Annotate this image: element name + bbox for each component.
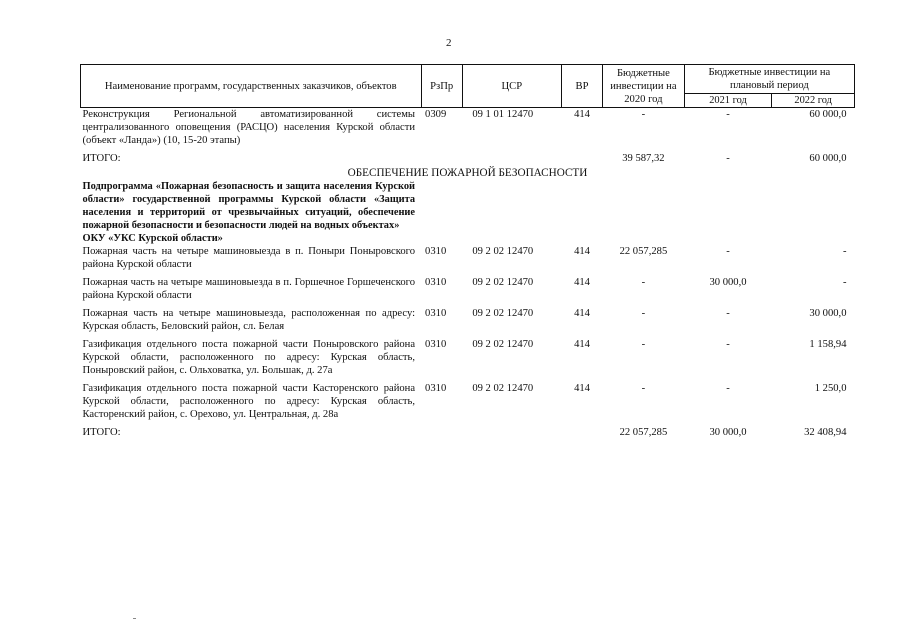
header-2022: 2022 год [772,94,855,108]
row-2022: - [842,246,847,257]
header-name: Наименование программ, государственных заказчиков, объектов [81,65,422,108]
header-2021: 2021 год [684,94,772,108]
row-vr: 414 [574,308,590,319]
budget-investment-table [80,64,855,439]
total-label: ИТОГО: [82,427,121,438]
row-2021: 30 000,0 [709,277,747,288]
row-rzpr: 0310 [425,308,447,319]
customer-row [81,232,855,245]
total-2022: 60 000,0 [809,153,847,164]
row-name: Реконструкция Региональной автоматизированной системы централизованного оповещения (РАСЦО) населения Курской области (объект «Ланда») (10, 15-20 этапы) [82,109,416,146]
row-2021: - [726,109,730,120]
row-2020: - [641,308,646,319]
row-2022: 60 000,0 [809,109,847,120]
row-2021: - [726,339,730,350]
row-name: Газификация отдельного поста пожарной части Поныровского района Курской области, расположенного по адресу: Курская область, Поныровский район, с. Ольховатка, ул. Большак, д. 27а [82,339,416,376]
row-name: Пожарная часть на четыре машиновыезда, расположенная по адресу: Курская область, Беловский район, сл. Белая [82,308,416,332]
table-row [81,338,855,382]
total-2020: 22 057,285 [619,427,668,438]
table-row [81,307,855,338]
subprogram-row [81,180,855,232]
row-csr: 09 2 02 12470 [472,339,534,350]
header-rzpr: РзПр [421,65,462,108]
total-row [81,152,855,165]
total-2021: - [726,153,730,164]
row-csr: 09 2 02 12470 [472,246,534,257]
total-label: ИТОГО: [82,153,121,164]
row-vr: 414 [574,246,590,257]
row-vr: 414 [574,383,590,394]
row-rzpr: 0309 [425,109,447,120]
total-2021: 30 000,0 [709,427,747,438]
row-csr: 09 2 02 12470 [472,308,534,319]
row-name: Пожарная часть на четыре машиновыезда в п. Горшечное Горшеченского района Курской области [82,277,416,301]
row-2020: 22 057,285 [619,246,668,257]
table-row [81,382,855,426]
customer-name: ОКУ «УКС Курской области» [82,233,223,244]
table-row [81,245,855,276]
table-header [81,65,855,108]
table-row [81,276,855,307]
row-vr: 414 [574,109,590,120]
row-2020: - [641,109,646,120]
row-rzpr: 0310 [425,383,447,394]
row-csr: 09 2 02 12470 [472,277,534,288]
row-rzpr: 0310 [425,277,447,288]
row-csr: 09 1 01 12470 [472,109,534,120]
row-2021: - [726,246,730,257]
total-2022: 32 408,94 [804,427,847,438]
header-budget-plan: Бюджетные инвестиции на плановый период [684,65,854,94]
row-name: Пожарная часть на четыре машиновыезда в п. Поныри Поныровского района Курской области [82,246,416,270]
page-number: 2 [446,37,452,49]
row-rzpr: 0310 [425,339,447,350]
row-rzpr: 0310 [425,246,447,257]
row-2022: 1 250,0 [814,383,847,394]
row-2020: - [641,277,646,288]
header-csr: ЦСР [462,65,561,108]
row-csr: 09 2 02 12470 [472,383,534,394]
total-row [81,426,855,439]
row-vr: 414 [574,339,590,350]
subprogram-title: Подпрограмма «Пожарная безопасность и защита населения Курской области» государственной программы Курской области «Защита населения и территорий от чрезвычайных ситуаций, обеспечение пожарной безопасности и безопасности людей на водных объектах» [82,181,416,231]
scan-speck [133,618,136,619]
header-vr: ВР [561,65,602,108]
section-title: ОБЕСПЕЧЕНИЕ ПОЖАРНОЙ БЕЗОПАСНОСТИ [347,167,588,179]
row-vr: 414 [574,277,590,288]
row-2021: - [726,383,730,394]
row-name: Газификация отдельного поста пожарной части Касторенского района Курской области, расположенного по адресу: Курская область, Касторенский район, с. Орехово, ул. Центральная, д. 28а [82,383,416,420]
row-2020: - [641,383,646,394]
row-2022: 30 000,0 [809,308,847,319]
row-2020: - [641,339,646,350]
row-2022: 1 158,94 [809,339,847,350]
table-row [81,108,855,153]
total-2020: 39 587,32 [622,153,665,164]
row-2022: - [842,277,847,288]
section-row [81,165,855,180]
header-budget-2020: Бюджетные инвестиции на 2020 год [603,65,685,108]
row-2021: - [726,308,730,319]
